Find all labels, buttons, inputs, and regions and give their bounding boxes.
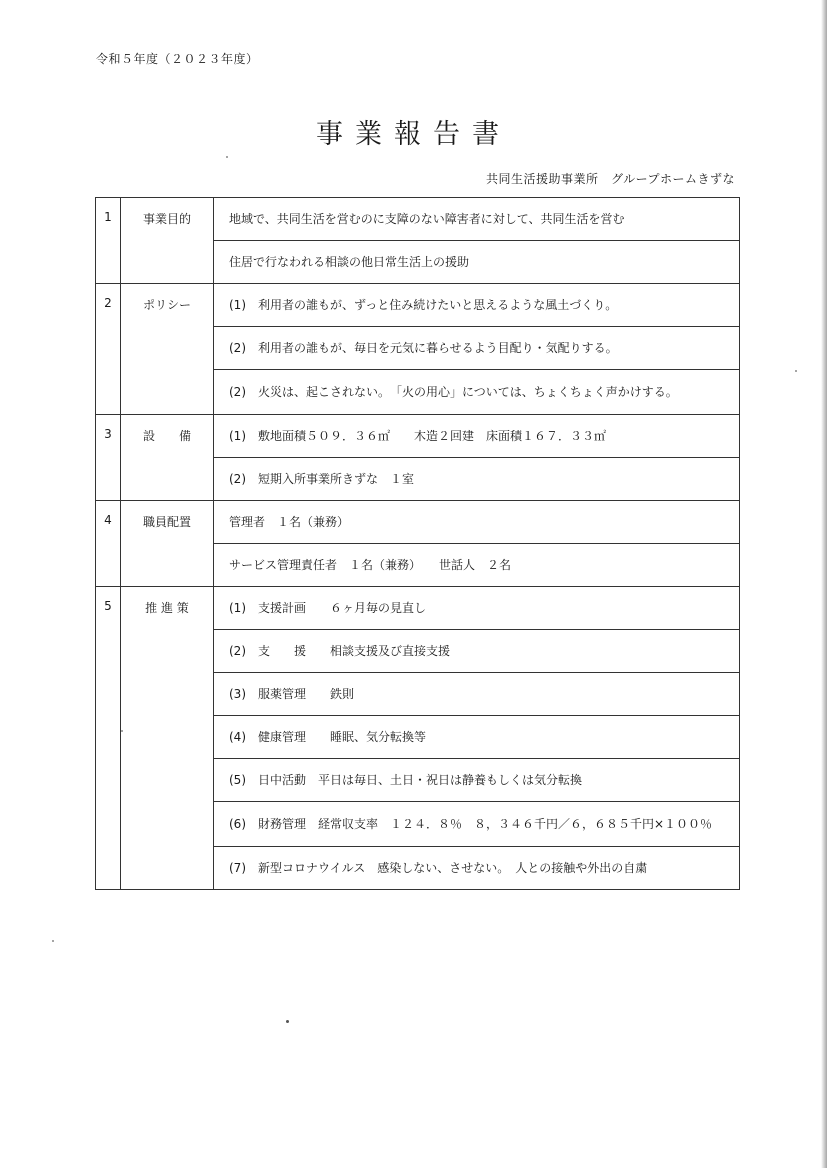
section-item: (1) 敷地面積５０９．３６㎡ 木造２回建 床面積１６７．３３㎡: [214, 415, 740, 458]
section-item: (5) 日中活動 平日は毎日、土日・祝日は静養もしくは気分転換: [214, 759, 740, 802]
section-number: 3: [96, 415, 121, 501]
section-item: (3) 服薬管理 鉄則: [214, 673, 740, 716]
section-number: 5: [96, 587, 121, 890]
organization-name: 共同生活援助事業所 グループホームきずな: [485, 172, 735, 186]
scan-speck: [226, 156, 228, 158]
section-number: 2: [96, 284, 121, 415]
scan-speck: [121, 730, 123, 732]
scan-edge-shadow: [821, 0, 827, 1168]
section-label: ポリシー: [121, 284, 214, 415]
table-row: [96, 198, 740, 241]
section-item: (2) 支 援 相談支援及び直接支援: [214, 630, 740, 673]
table-row: [96, 415, 740, 458]
section-item: (1) 利用者の誰もが、ずっと住み続けたいと思えるような風土づくり。: [214, 284, 740, 327]
table-row: [96, 587, 740, 630]
table-row: [96, 284, 740, 327]
section-item: (7) 新型コロナウイルス 感染しない、させない。 人との接触や外出の自粛: [214, 847, 740, 890]
section-item: (2) 火災は、起こされない。 「火の用心」については、ちょくちょく声かけする。: [214, 370, 740, 415]
section-item: 住居で行なわれる相談の他日常生活上の援助: [214, 241, 740, 284]
section-label: 職員配置: [121, 501, 214, 587]
report-table: [95, 197, 740, 890]
page-title: 事業報告書: [316, 119, 511, 150]
scan-speck: [795, 370, 797, 372]
scan-speck: [286, 1020, 289, 1023]
section-item: 管理者 １名（兼務）: [214, 501, 740, 544]
section-item: (4) 健康管理 睡眠、気分転換等: [214, 716, 740, 759]
section-item: (1) 支援計画 ６ヶ月毎の見直し: [214, 587, 740, 630]
fiscal-year: 令和５年度（２０２３年度）: [96, 52, 259, 66]
table-row: [96, 501, 740, 544]
section-label: 設 備: [121, 415, 214, 501]
section-label: 推 進 策: [121, 587, 214, 890]
scan-speck: [52, 940, 54, 942]
section-item: (2) 短期入所事業所きずな １室: [214, 458, 740, 501]
section-item: 地域で、共同生活を営むのに支障のない障害者に対して、共同生活を営む: [214, 198, 740, 241]
section-item: (6) 財務管理 経常収支率 １２４．８％ ８，３４６千円／６，６８５千円×１００％: [214, 802, 740, 847]
section-item: サービス管理責任者 １名（兼務） 世話人 ２名: [214, 544, 740, 587]
section-number: 4: [96, 501, 121, 587]
section-number: 1: [96, 198, 121, 284]
section-label: 事業目的: [121, 198, 214, 284]
section-item: (2) 利用者の誰もが、毎日を元気に暮らせるよう目配り・気配りする。: [214, 327, 740, 370]
